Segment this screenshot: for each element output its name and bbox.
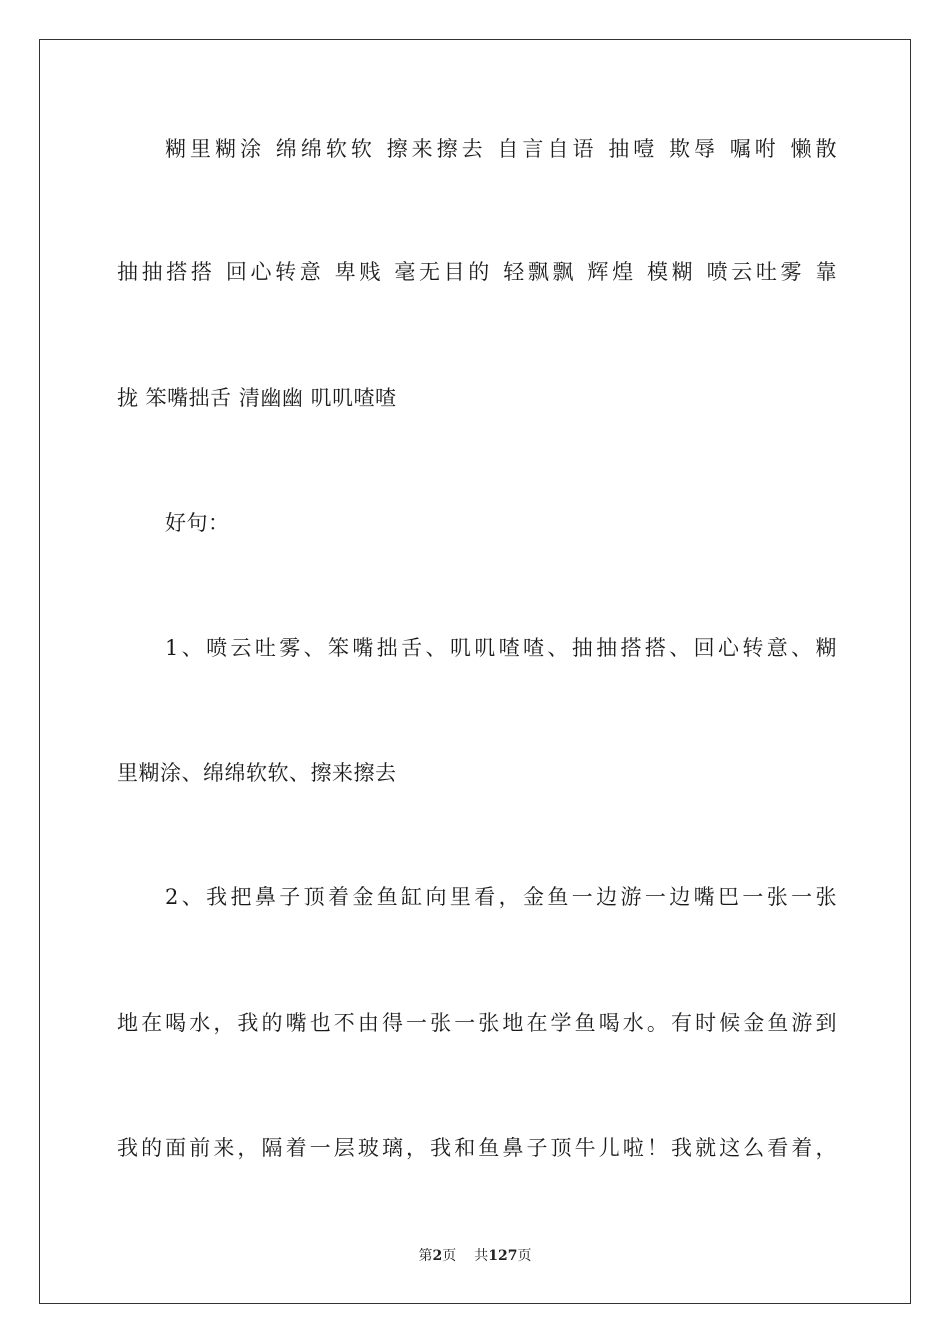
page-prefix: 第: [418, 1248, 433, 1264]
page-footer: [0, 1247, 950, 1265]
page-number: 2: [432, 1248, 443, 1264]
page-border: [39, 39, 911, 1304]
vocab-line-1: 糊里糊涂 绵绵软软 擦来擦去 自言自语 抽噎 欺辱 嘱咐 懒散: [165, 137, 837, 161]
section-heading-good-sentences: 好句：: [165, 511, 230, 535]
total-prefix: 共: [474, 1248, 489, 1264]
page-suffix: 页: [442, 1248, 457, 1264]
sentence-2-line-2: 地在喝水，我的嘴也不由得一张一张地在学鱼喝水。有时候金鱼游到: [117, 1011, 837, 1035]
total-suffix: 页: [517, 1248, 532, 1264]
sentence-2-line-1: 2、我把鼻子顶着金鱼缸向里看，金鱼一边游一边嘴巴一张一张: [165, 885, 837, 909]
total-pages: 127: [488, 1248, 518, 1264]
vocab-line-2: 抽抽搭搭 回心转意 卑贱 毫无目的 轻飘飘 辉煌 模糊 喷云吐雾 靠: [117, 260, 837, 284]
vocab-line-3: 拢 笨嘴拙舌 清幽幽 叽叽喳喳: [117, 386, 397, 410]
sentence-1-line-2: 里糊涂、绵绵软软、擦来擦去: [117, 761, 397, 785]
sentence-2-line-3: 我的面前来，隔着一层玻璃，我和鱼鼻子顶牛儿啦！我就这么看着，: [117, 1136, 837, 1160]
sentence-1-line-1: 1、喷云吐雾、笨嘴拙舌、叽叽喳喳、抽抽搭搭、回心转意、糊: [165, 636, 837, 660]
